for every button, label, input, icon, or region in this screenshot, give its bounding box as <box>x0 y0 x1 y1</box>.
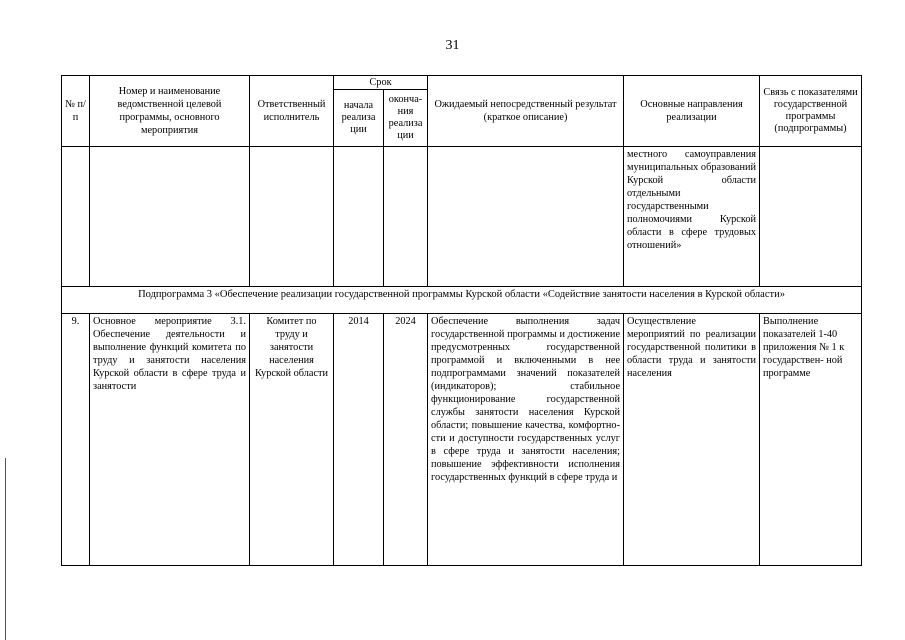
row-result: Обеспечение выполнения задач государственной программы и достижение предусмотренных государственной программой и включенными в нее подпрограммами значений показателей (индикаторов); стабильное функционирование государственной службы занятости населения Курской области; повышение качества, комфортно- сти и доступности государственных услуг в сфере труда и занятости населения; повышение эффективности исполнения государственных функций в сфере труда и <box>428 314 624 566</box>
header-end: оконча- ния реализа ции <box>384 90 428 147</box>
header-executor: Ответственный исполнитель <box>250 76 334 147</box>
margin-line <box>5 458 6 640</box>
header-result: Ожидаемый непосредственный результат (краткое описание) <box>428 76 624 147</box>
continuation-row <box>62 147 862 287</box>
header-num: № п/п <box>62 76 90 147</box>
row-link: Выполнение показателей 1-40 приложения № 1 к государствен- ной программе <box>760 314 862 566</box>
row-name: Основное мероприятие 3.1. Обеспечение деятельности и выполнение функций комитета по труду и занятости населения Курской области в сфере труда и занятости <box>90 314 250 566</box>
header-term: Срок <box>334 76 428 90</box>
row-end: 2024 <box>384 314 428 566</box>
row-num: 9. <box>62 314 90 566</box>
continuation-directions: местного самоуправления муниципальных образований Курской области отдельными государственными полномочиями Курской области в сфере трудовых отношений» <box>624 147 760 287</box>
row-executor: Комитет по труду и занятости населения Курской области <box>250 314 334 566</box>
table-row <box>62 314 862 566</box>
header-directions: Основные направления реализации <box>624 76 760 147</box>
row-directions: Осуществление мероприятий по реализации государственной политики в области труда и занятости населения <box>624 314 760 566</box>
program-table <box>61 75 862 566</box>
header-link: Связь с показателями государственной программы (подпрограммы) <box>760 76 862 147</box>
subprogram-title: Подпрограмма 3 «Обеспечение реализации государственной программы Курской области «Содействие занятости населения в Курской области» <box>62 287 862 314</box>
page-number: 31 <box>445 38 460 53</box>
header-start: начала реализа ции <box>334 90 384 147</box>
header-name: Номер и наименование ведомственной целевой программы, основного мероприятия <box>90 76 250 147</box>
row-start: 2014 <box>334 314 384 566</box>
